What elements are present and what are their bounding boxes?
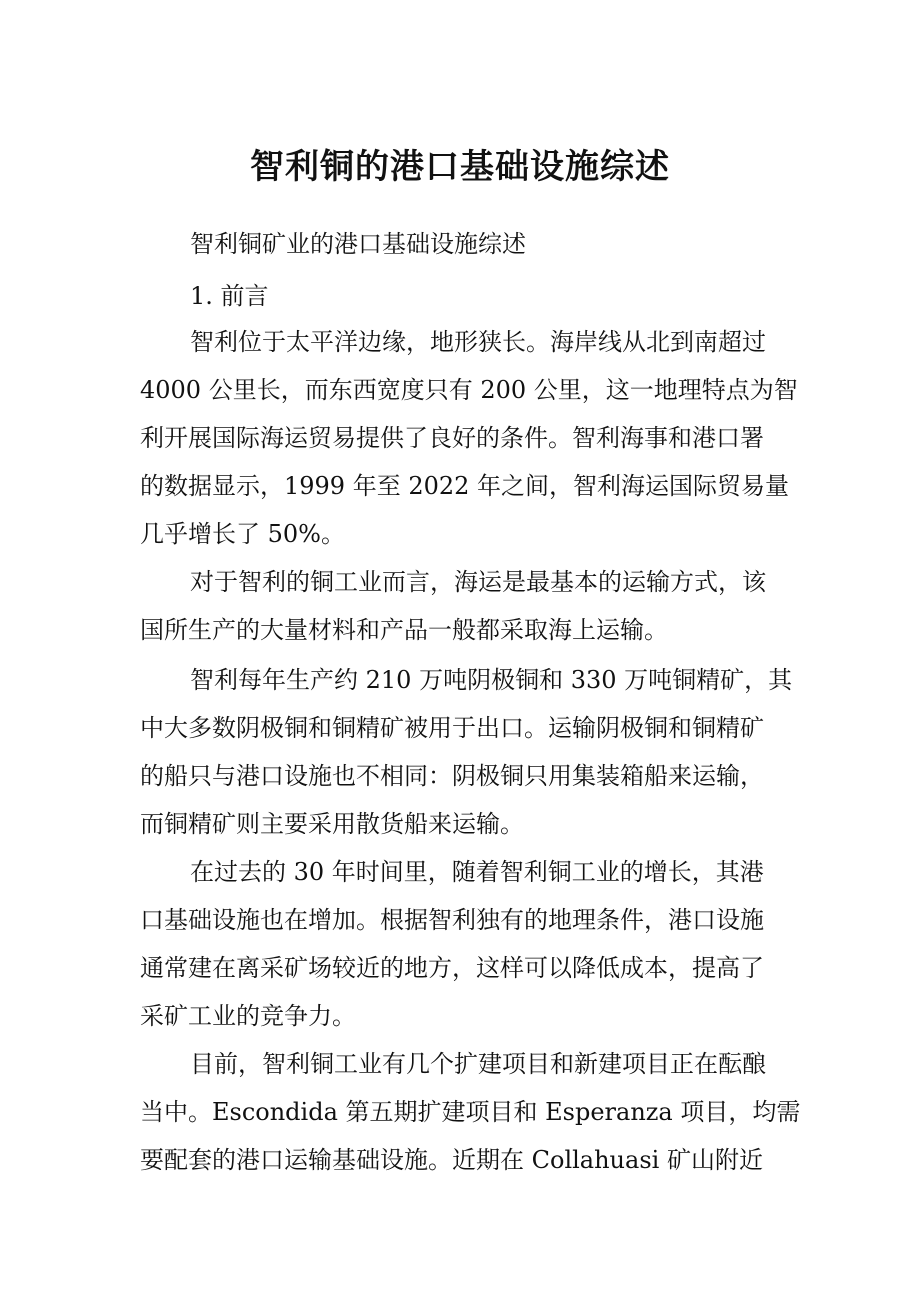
- paragraph-3-line-4: 而铜精矿则主要采用散货船来运输。: [140, 810, 524, 838]
- paragraph-2-line-2: 国所生产的大量材料和产品一般都采取海上运输。: [140, 616, 668, 644]
- paragraph-1-line-1: 智利位于太平洋边缘，地形狭长。海岸线从北到南超过: [190, 328, 766, 356]
- paragraph-4-line-3: 通常建在离采矿场较近的地方，这样可以降低成本，提高了: [140, 954, 764, 982]
- document-title: 智利铜的港口基础设施综述: [250, 147, 670, 187]
- paragraph-5-line-2: 当中。Escondida 第五期扩建项目和 Esperanza 项目，均需: [140, 1098, 801, 1126]
- paragraph-2-line-1: 对于智利的铜工业而言，海运是最基本的运输方式，该: [190, 568, 766, 596]
- paragraph-3-line-3: 的船只与港口设施也不相同：阴极铜只用集装箱船来运输，: [140, 762, 764, 790]
- paragraph-4-line-2: 口基础设施也在增加。根据智利独有的地理条件，港口设施: [140, 906, 764, 934]
- paragraph-4-line-4: 采矿工业的竞争力。: [140, 1002, 356, 1030]
- section-heading-preface: 1. 前言: [190, 282, 269, 310]
- paragraph-4-line-1: 在过去的 30 年时间里，随着智利铜工业的增长，其港: [190, 858, 764, 886]
- paragraph-5-line-3: 要配套的港口运输基础设施。近期在 Collahuasi 矿山附近: [140, 1146, 763, 1174]
- paragraph-1-line-3: 利开展国际海运贸易提供了良好的条件。智利海事和港口署: [140, 424, 764, 452]
- paragraph-1-line-4: 的数据显示，1999 年至 2022 年之间，智利海运国际贸易量: [140, 472, 790, 500]
- subtitle-line: 智利铜矿业的港口基础设施综述: [190, 230, 526, 258]
- paragraph-1-line-5: 几乎增长了 50%。: [140, 520, 345, 548]
- paragraph-3-line-2: 中大多数阴极铜和铜精矿被用于出口。运输阴极铜和铜精矿: [140, 714, 764, 742]
- paragraph-1-line-2: 4000 公里长，而东西宽度只有 200 公里，这一地理特点为智: [140, 376, 798, 404]
- paragraph-5-line-1: 目前，智利铜工业有几个扩建项目和新建项目正在酝酿: [190, 1050, 766, 1078]
- paragraph-3-line-1: 智利每年生产约 210 万吨阴极铜和 330 万吨铜精矿，其: [190, 666, 793, 694]
